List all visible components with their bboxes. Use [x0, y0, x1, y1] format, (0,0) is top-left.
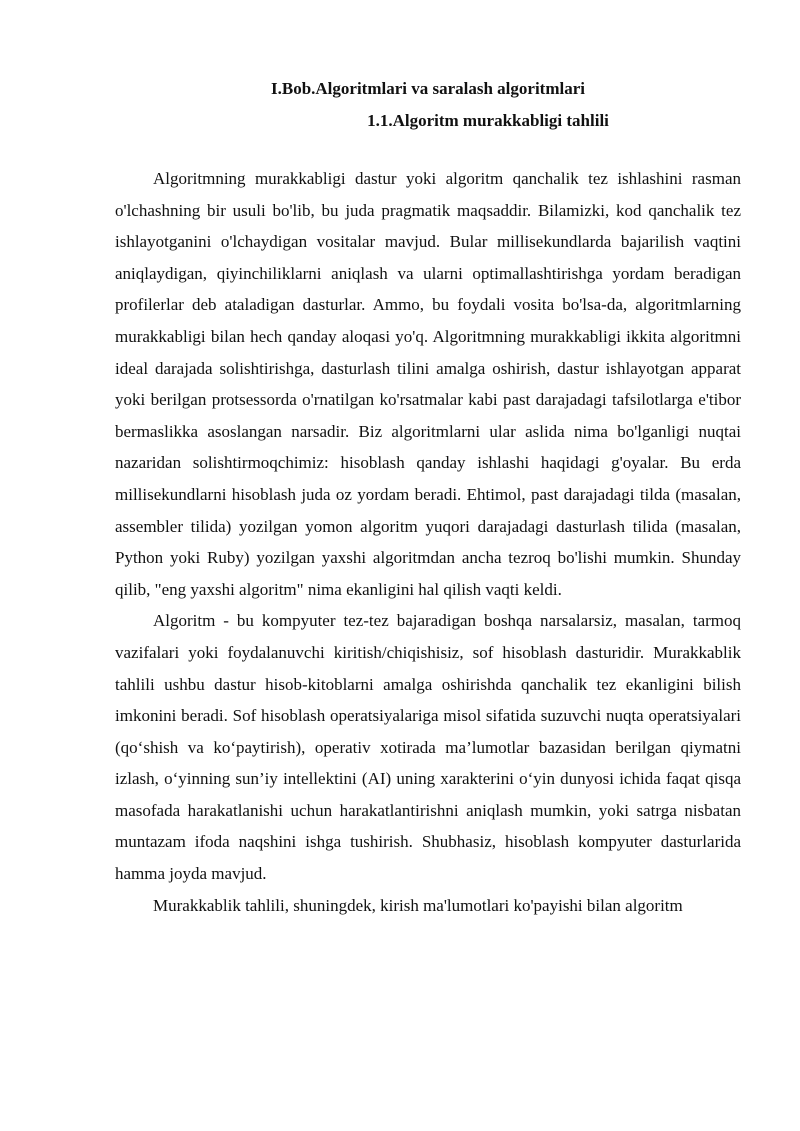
- document-page: [115, 70, 741, 921]
- document-body: [115, 163, 741, 921]
- paragraph-2: Algoritm - bu kompyuter tez-tez bajaradigan boshqa narsalarsiz, masalan, tarmoq vazifalari yoki foydalanuvchi kiritish/chiqishisiz, sof hisoblash dasturidir. Murakkablik tahlili ushbu dastur hisob-kitoblarni amalga oshirishda qanchalik tez ekanligini bilish imkonini beradi. Sof hisoblash operatsiyalariga misol sifatida suzuvchi nuqta operatsiyalari (qo‘shish va ko‘paytirish), operativ xotirada ma’lumotlar bazasidan berilgan qiymatni izlash, o‘yinning sun’iy intellektini (AI) uning xarakterini o‘yin dunyosi ichida faqat qisqa masofada harakatlanishi uchun harakatlantirishni aniqlash mumkin, yoki satrga nisbatan muntazam ifoda naqshini ishga tushirish. Shubhasiz, hisoblash kompyuter dasturlarida hamma joyda mavjud.: [115, 611, 741, 884]
- chapter-title: I.Bob.Algoritmlari va saralash algoritmlari: [270, 79, 585, 98]
- section-title: 1.1.Algoritm murakkabligi tahlili: [367, 111, 609, 130]
- paragraph-1: Algoritmning murakkabligi dastur yoki algoritm qanchalik tez ishlashini rasman o'lchashning bir usuli bo'lib, bu juda pragmatik maqsaddir. Bilamizki, kod qanchalik tez ishlayotganini o'lchaydigan vositalar mavjud. Bular millisekundlarda bajarilish vaqtini aniqlaydigan, qiyinchiliklarni aniqlash va ularni optimallashtirishga yordam beradigan profilerlar deb ataladigan dasturlar. Ammo, bu foydali vosita bo'lsa-da, algoritmlarning murakkabligi bilan hech qanday aloqasi yo'q. Algoritmning murakkabligi ikkita algoritmni ideal darajada solishtirishga, dasturlash tilini amalga oshirish, dastur ishlayotgan apparat yoki berilgan protsessorda o'rnatilgan ko'rsatmalar kabi past darajadagi tafsilotlarga e'tibor bermaslikka asoslangan narsadir. Biz algoritmlarni ular aslida nima bo'lganligi nuqtai nazaridan solishtirmoqchimiz: hisoblash qanday ishlashi haqidagi g'oyalar. Bu erda millisekundlarni hisoblash juda oz yordam beradi. Ehtimol, past darajadagi tilda (masalan, assembler tilida) yozilgan yomon algoritm yuqori darajadagi dasturlash tilida (masalan, Python yoki Ruby) yozilgan yaxshi algoritmdan ancha tezroq bo'lishi mumkin. Shunday qilib, "eng yaxshi algoritm" nima ekanligini hal qilish vaqti keldi.: [115, 169, 741, 599]
- paragraph-3: Murakkablik tahlili, shuningdek, kirish ma'lumotlari ko'payishi bilan algoritm: [153, 895, 683, 915]
